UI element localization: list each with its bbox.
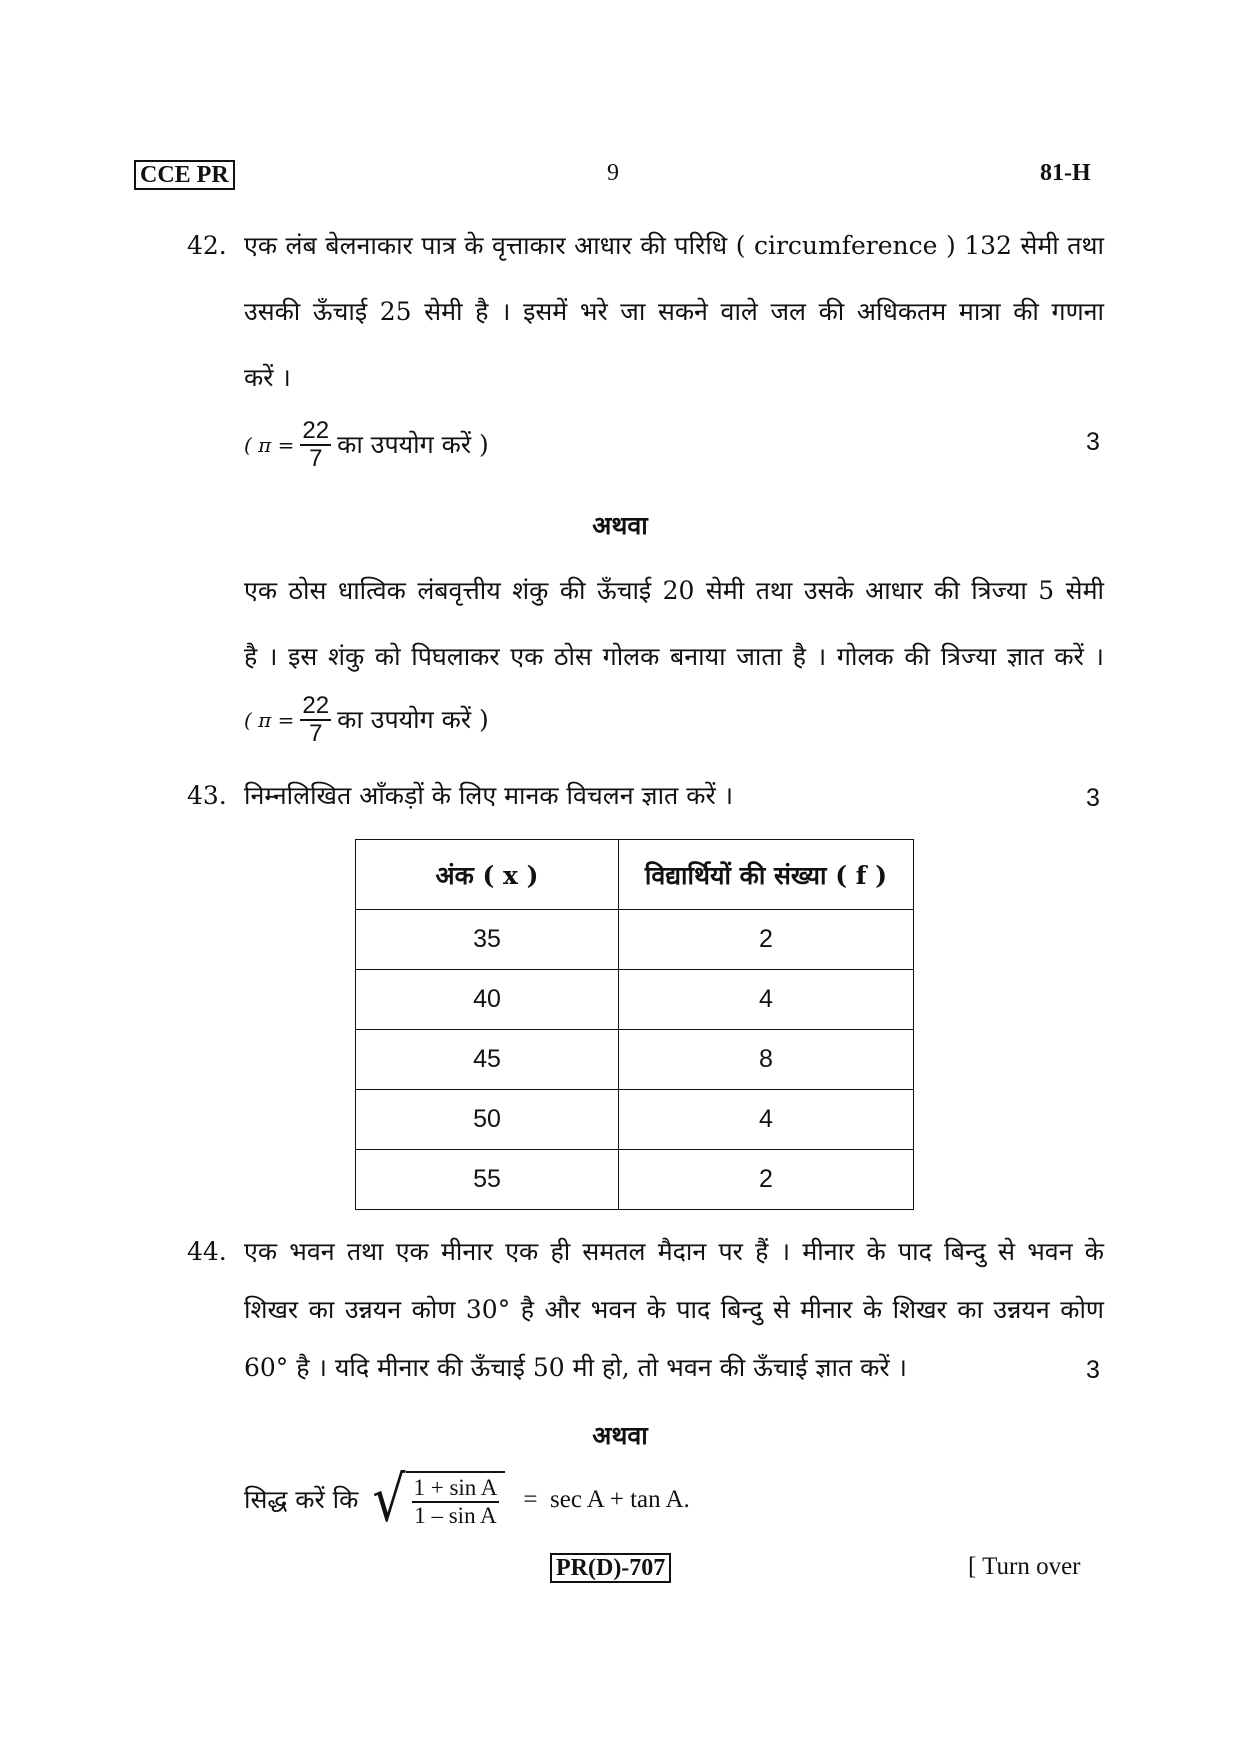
q42-line1: एक लंब बेलनाकार पात्र के वृत्ताकार आधार की परिधि ( circumference ) 132 सेमी तथा	[244, 231, 1104, 260]
trig-fraction	[412, 1475, 500, 1529]
q44-line2: शिखर का उन्नयन कोण 30° है और भवन के पाद बिन्दु से मीनार के शिखर का उन्नयन कोण	[244, 1295, 1104, 1324]
fraction-denominator: 7	[309, 445, 323, 472]
table-cell-x: 45	[356, 1030, 619, 1090]
fraction-denominator: 7	[309, 720, 323, 747]
or-separator: अथवा	[592, 1421, 648, 1450]
pi-open: ( π =	[244, 433, 295, 457]
frequency-table	[355, 839, 914, 1210]
table-row	[356, 970, 914, 1030]
question-number-43: 43.	[187, 781, 227, 810]
paper-series-box: PR(D)-707	[550, 1553, 671, 1583]
pi-open: ( π =	[244, 708, 295, 732]
table-row	[356, 1150, 914, 1210]
q42-pi-note	[244, 418, 489, 472]
q44-marks: 3	[1086, 1356, 1100, 1384]
fraction-22-7	[300, 418, 331, 472]
q42-marks: 3	[1086, 428, 1100, 456]
table-cell-f: 4	[619, 1090, 914, 1150]
fraction-numerator: 22	[302, 417, 330, 444]
q43-text: निम्नलिखित आँकड़ों के लिए मानक विचलन ज्ञात करें ।	[244, 781, 734, 810]
question-number-42: 42.	[187, 231, 227, 260]
pi-close: का उपयोग करें )	[337, 705, 489, 734]
table-row	[356, 1090, 914, 1150]
fraction-22-7	[300, 693, 331, 747]
fraction-numerator: 22	[302, 692, 330, 719]
radical-icon: √	[372, 1464, 406, 1536]
table-cell-x: 50	[356, 1090, 619, 1150]
column-header-students: विद्यार्थियों की संख्या ( f )	[619, 840, 914, 910]
q42-alt-pi-note	[244, 693, 489, 747]
q42-line2: उसकी ऊँचाई 25 सेमी है । इसमें भरे जा सकने वाले जल की अधिकतम मात्रा की गणना	[244, 297, 1104, 326]
square-root-expression	[372, 1464, 505, 1536]
q44-alt-proof	[244, 1464, 690, 1536]
table-cell-f: 4	[619, 970, 914, 1030]
pi-close: का उपयोग करें )	[337, 430, 489, 459]
column-header-marks: अंक ( x )	[356, 840, 619, 910]
q44-line1: एक भवन तथा एक मीनार एक ही समतल मैदान पर हैं । मीनार के पाद बिन्दु से भवन के	[244, 1237, 1104, 1266]
question-number-44: 44.	[187, 1237, 227, 1266]
table-cell-f: 2	[619, 1150, 914, 1210]
table-cell-f: 2	[619, 910, 914, 970]
page-number: 9	[607, 160, 619, 186]
table-cell-x: 55	[356, 1150, 619, 1210]
table-row	[356, 910, 914, 970]
turn-over-note: [ Turn over	[968, 1553, 1081, 1580]
q42-line3: करें ।	[244, 363, 291, 392]
subject-code: 81-H	[1040, 160, 1091, 186]
radicand	[406, 1471, 506, 1529]
or-separator: अथवा	[592, 511, 648, 540]
q44-line3: 60° है । यदि मीनार की ऊँचाई 50 मी हो, तो भवन की ऊँचाई ज्ञात करें ।	[244, 1353, 907, 1382]
q42-alt-line1: एक ठोस धात्विक लंबवृत्तीय शंकु की ऊँचाई 20 सेमी तथा उसके आधार की त्रिज्या 5 सेमी	[244, 576, 1104, 605]
table-cell-x: 35	[356, 910, 619, 970]
prove-prefix: सिद्ध करें कि	[244, 1485, 359, 1514]
table-row	[356, 1030, 914, 1090]
table-cell-x: 40	[356, 970, 619, 1030]
table-cell-f: 8	[619, 1030, 914, 1090]
fraction-denominator: 1 – sin A	[414, 1503, 497, 1528]
table-header-row	[356, 840, 914, 910]
paper-code-box: CCE PR	[134, 160, 235, 190]
proof-rhs: = sec A + tan A.	[523, 1486, 690, 1513]
q43-marks: 3	[1086, 784, 1100, 812]
fraction-numerator: 1 + sin A	[412, 1475, 500, 1503]
q42-alt-line2: है । इस शंकु को पिघलाकर एक ठोस गोलक बनाया जाता है । गोलक की त्रिज्या ज्ञात करें ।	[244, 642, 1104, 671]
